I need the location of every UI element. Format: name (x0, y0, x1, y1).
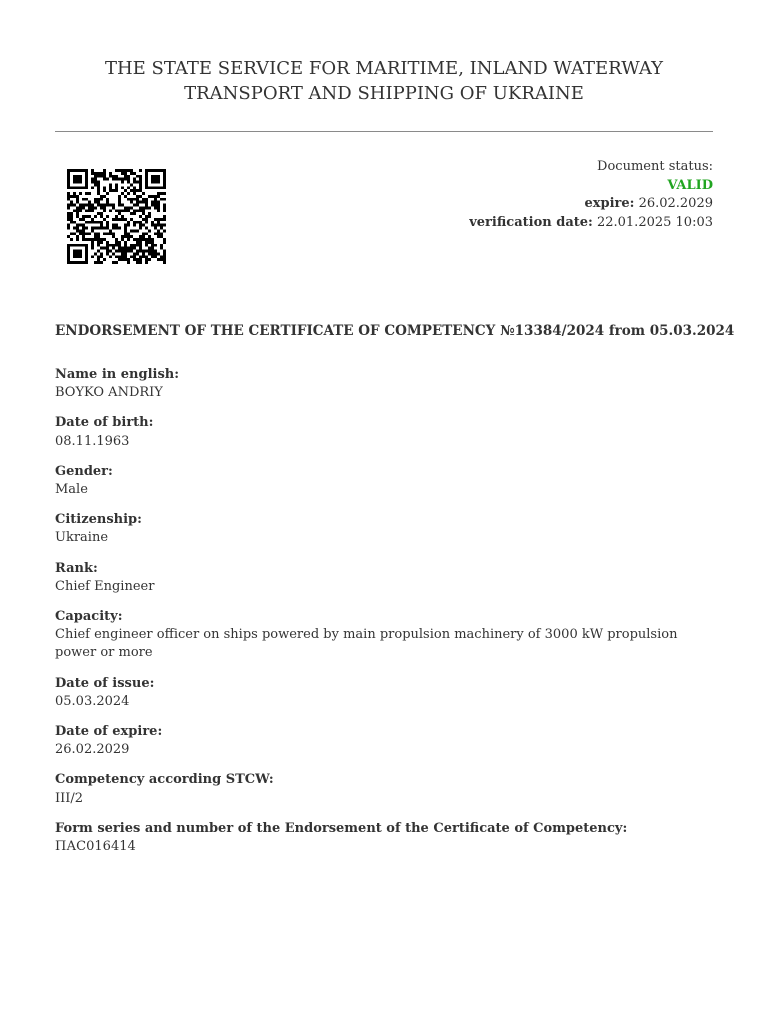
field-date-of-expire (55, 723, 713, 759)
field-label: Competency according STCW: (55, 772, 274, 788)
qr-code-icon (67, 169, 166, 264)
field-label: Name in english: (55, 367, 180, 382)
field-value: BOYKO ANDRIY (55, 385, 163, 401)
verification-row (469, 214, 713, 233)
document-status-label: Document status: (597, 159, 713, 174)
issuer-title (55, 56, 713, 106)
expire-row (469, 195, 713, 214)
field-date-of-birth (55, 414, 713, 450)
field-value: ПАС016414 (55, 839, 136, 855)
expire-label: expire: (584, 196, 635, 211)
field-label: Date of expire: (55, 724, 163, 740)
document-status-value: VALID (667, 177, 713, 193)
field-value: 05.03.2024 (55, 693, 130, 709)
field-label: Form series and number of the Endorsement of the Certificate of Competency: (55, 820, 628, 836)
field-value: Ukraine (55, 530, 109, 546)
expire-value: 26.02.2029 (638, 196, 713, 211)
verification-value: 22.01.2025 10:03 (596, 214, 713, 230)
field-value: Male (55, 482, 88, 498)
field-label: Date of birth: (55, 415, 154, 431)
field-capacity (55, 608, 713, 663)
field-label: Capacity: (55, 609, 123, 625)
field-form-series-number (55, 820, 713, 856)
field-value: III/2 (55, 790, 84, 806)
field-date-of-issue (55, 675, 713, 711)
field-label: Rank: (55, 560, 98, 576)
field-value: Chief engineer officer on ships powered by main propulsion machinery of 3000 kW propulsion power or more (55, 627, 678, 661)
document-heading: ENDORSEMENT OF THE CERTIFICATE OF COMPETENCY №13384/2024 from 05.03.2024 (55, 323, 735, 339)
field-gender (55, 463, 713, 499)
field-name-english (55, 366, 713, 402)
field-list (55, 366, 713, 868)
verification-label: verification date: (469, 214, 593, 230)
document-status-block (469, 158, 713, 232)
field-citizenship (55, 511, 713, 547)
field-value: 08.11.1963 (55, 433, 130, 449)
issuer-title-line-1: THE STATE SERVICE FOR MARITIME, INLAND WATERWAY (104, 58, 664, 79)
field-label: Gender: (55, 463, 113, 479)
field-competency-stcw (55, 771, 713, 807)
issuer-title-line-2: TRANSPORT AND SHIPPING OF UKRAINE (184, 83, 584, 104)
field-label: Citizenship: (55, 512, 142, 528)
field-value: Chief Engineer (55, 578, 155, 594)
field-label: Date of issue: (55, 675, 155, 691)
header-divider (55, 131, 713, 132)
field-value: 26.02.2029 (55, 742, 130, 758)
field-rank (55, 560, 713, 596)
